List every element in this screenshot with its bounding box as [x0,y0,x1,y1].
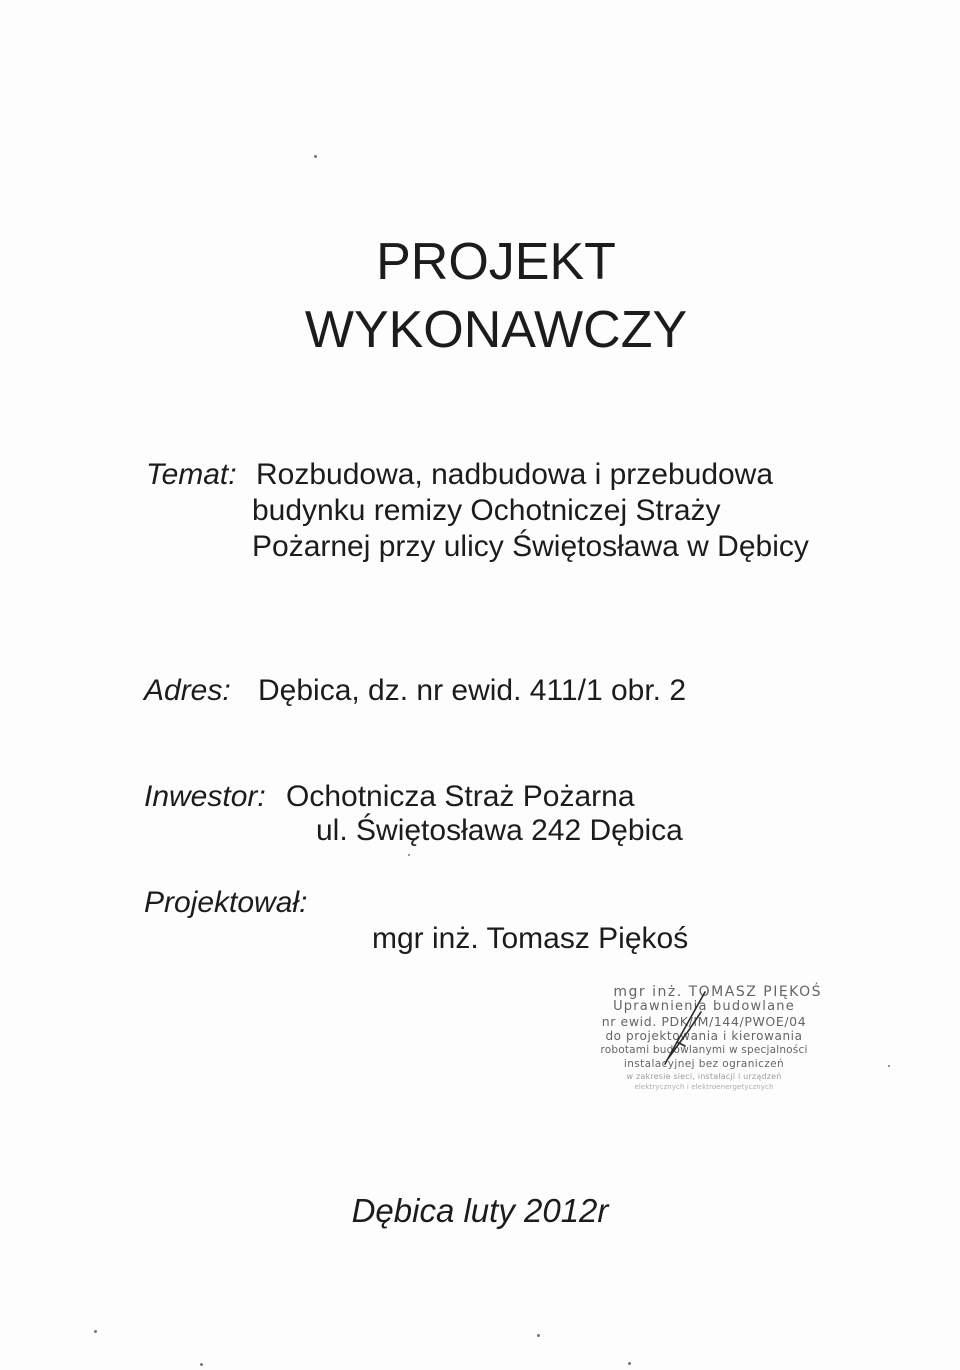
place-date [0,1192,960,1230]
subject-line-1: Rozbudowa, nadbudowa i przebudowa [256,458,774,491]
address-value: Dębica, dz. nr ewid. 411/1 obr. 2 [258,674,687,707]
subject-line-2: budynku remizy Ochotniczej Straży [252,494,721,527]
stamp-line: nr ewid. PDK/IM/144/PWOE/04 [601,1014,807,1029]
subject-line-3: Pożarnej przy ulicy Świętosława w Dębicy [252,530,809,563]
subject-label: Temat: [146,458,237,491]
signature-mark [655,990,715,1070]
place-date-text: Dębica luty 2012r [351,1192,609,1229]
investor-line-2: ul. Świętosława 242 Dębica [316,814,683,847]
investor-line-1: Ochotnicza Straż Pożarna [286,780,635,813]
designer-name: mgr inż. Tomasz Piękoś [372,922,689,955]
stamp-line: elektrycznych i elektroenergetycznych [634,1083,774,1091]
scan-speck [628,1362,631,1365]
title-line-1: PROJEKT [376,233,616,291]
stamp-line: mgr inż. TOMASZ PIĘKOŚ [613,984,822,1000]
investor-label: Inwestor: [144,780,266,813]
stamp-line: Uprawnienia budowlane [613,999,795,1014]
scan-speck [888,1065,890,1067]
address-label: Adres: [144,674,231,707]
scan-speck [200,1363,203,1366]
stamp-line: do projektowania i kierowania [605,1029,803,1043]
designer-label: Projektował: [144,886,308,919]
stamp-line: w zakresie sieci, instalacji i urządzeń [626,1072,782,1081]
scan-speck [537,1334,540,1337]
scan-speck [94,1330,97,1333]
title-line-2: WYKONAWCZY [304,301,688,359]
scan-speck [314,155,317,158]
stamp-line: robotami budowlanymi w specjalności [600,1044,808,1056]
stamp-line: instalacyjnej bez ograniczeń [623,1058,785,1070]
scan-speck [408,854,410,856]
